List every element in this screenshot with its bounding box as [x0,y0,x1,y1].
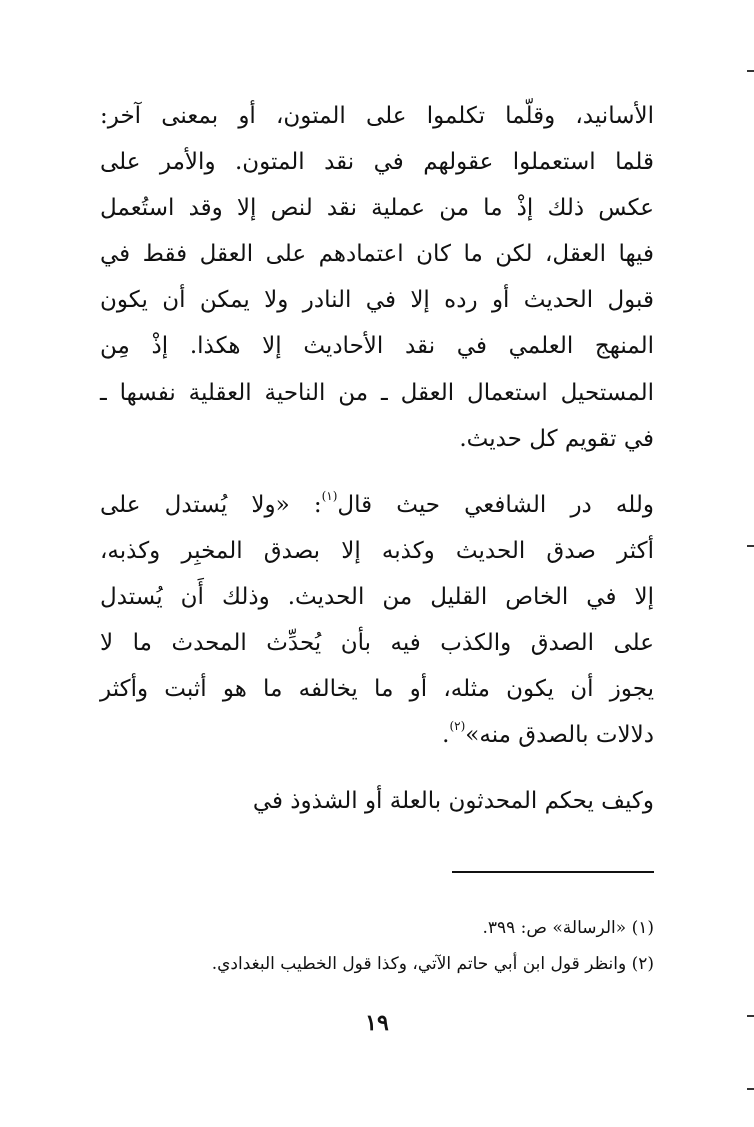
text-segment: دلالات بالصدق منه» [465,722,654,749]
text-segment: : «ولا يُستدل على [100,491,322,518]
text-line: إلا في الخاص القليل من الحديث. وذلك أَن يُستدل [100,583,654,610]
text-segment: . [442,722,450,749]
text-line: قلما استعملوا عقولهم في نقد المتون. والأمر على [100,149,654,176]
footnotes [100,910,654,982]
text-line [100,482,654,528]
text-line: فيها العقل، لكن ما كان اعتمادهم على العقل فقط في [100,241,654,268]
text-line: يجوز أن يكون مثله، أو ما يخالفه ما هو أثبت وأكثر [100,676,654,703]
edge-mark [747,1088,754,1090]
paragraph-2 [100,482,654,759]
edge-mark [747,545,754,547]
text-line: في تقويم كل حديث. [459,425,654,452]
edge-mark [747,70,754,72]
text-line: عكس ذلك إذْ ما من عملية نقد لنص إلا وقد استُعمل [100,195,655,222]
footnote-ref-2[interactable]: (٢) [449,719,466,734]
footnote-1: (١) «الرسالة» ص: ٣٩٩. [482,918,654,938]
main-text [100,93,654,824]
footnote-2: (٢) وانظر قول ابن أبي حاتم الآتي، وكذا قول الخطيب البغدادي. [211,954,654,974]
paragraph-3 [100,778,654,824]
text-line: المنهج العلمي في نقد الأحاديث إلا هكذا. إذْ مِن [100,333,654,360]
text-line: قبول الحديث أو رده إلا في النادر ولا يمكن أن يكون [100,287,654,314]
text-line: أكثر صدق الحديث وكذبه إلا بصدق المخبِر وكذبه، [100,537,654,564]
text-segment: ولله در الشافعي حيث قال [337,491,654,518]
page-number: ١٩ [365,1010,389,1036]
text-line: الأسانيد، وقلّما تكلموا على المتون، أو بمعنى آخر: [100,103,654,129]
footnote-separator [452,871,654,873]
text-line [100,712,654,758]
text-line: وكيف يحكم المحدثون بالعلة أو الشذوذ في [252,788,654,815]
paragraph-1 [100,93,654,462]
text-line: على الصدق والكذب فيه بأن يُحدِّث المحدث ما لا [100,630,654,657]
edge-mark [747,1015,754,1017]
footnote-ref-1[interactable]: (١) [321,488,338,503]
text-line: المستحيل استعمال العقل ـ من الناحية العقلية نفسها ـ [100,379,654,406]
